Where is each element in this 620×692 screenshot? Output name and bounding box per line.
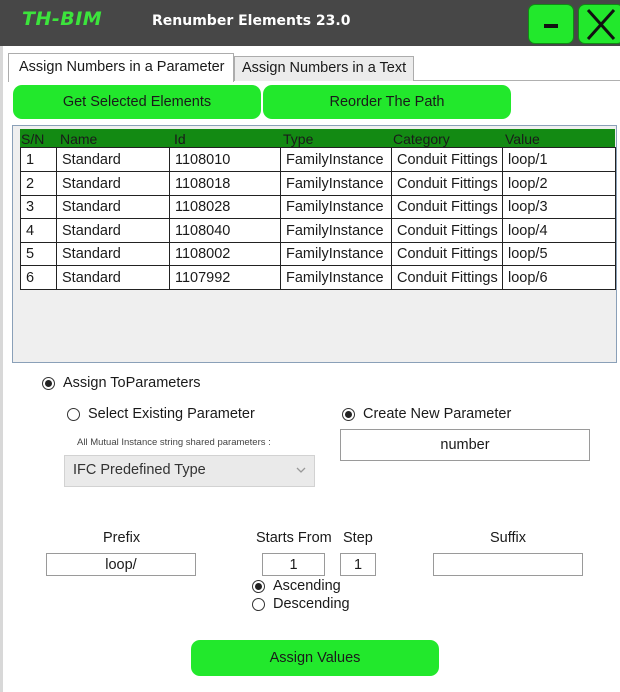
- cell-sn: 5: [21, 242, 57, 265]
- select-existing-parameter-label: Select Existing Parameter: [88, 406, 255, 422]
- cell-category: Conduit Fittings: [392, 266, 503, 289]
- assign-to-parameters-label: Assign ToParameters: [63, 375, 201, 391]
- minimize-button[interactable]: [528, 4, 574, 44]
- cell-value: loop/1: [508, 152, 548, 168]
- cell-sn: 6: [21, 266, 57, 289]
- cell-category: Conduit Fittings: [392, 195, 503, 218]
- suffix-label: Suffix: [490, 530, 527, 546]
- existing-parameter-dropdown[interactable]: [64, 455, 315, 487]
- window-title: Renumber Elements 23.0: [152, 13, 351, 29]
- step-label: Step: [343, 530, 373, 546]
- cell-sn: 2: [21, 172, 57, 195]
- cell-id: 1108018: [170, 172, 281, 195]
- cell-name: Standard: [57, 219, 170, 242]
- cell-sn: 1: [21, 148, 57, 171]
- column-header-id[interactable]: Id: [174, 131, 186, 147]
- cell-id: 1108010: [170, 148, 281, 171]
- column-header-type[interactable]: Type: [283, 131, 314, 147]
- cell-category: Conduit Fittings: [392, 242, 503, 265]
- window-left-edge: [0, 46, 3, 692]
- cell-name: Standard: [57, 242, 170, 265]
- table-body: [20, 147, 616, 290]
- cell-id: 1108040: [170, 219, 281, 242]
- tab-assign-text[interactable]: Assign Numbers in a Text: [234, 56, 414, 81]
- prefix-input[interactable]: loop/: [46, 553, 196, 576]
- minimize-icon: [529, 5, 575, 45]
- column-header-value[interactable]: Value: [505, 131, 540, 147]
- column-header-sn[interactable]: S/N: [21, 131, 45, 147]
- elements-table[interactable]: [12, 125, 617, 363]
- cell-type: FamilyInstance: [281, 148, 392, 171]
- title-bar: [0, 0, 620, 46]
- cell-sn: 3: [21, 195, 57, 218]
- select-existing-parameter-radio[interactable]: [67, 408, 80, 421]
- cell-value: loop/6: [508, 269, 548, 286]
- table-row[interactable]: [21, 172, 615, 196]
- cell-type: FamilyInstance: [281, 219, 392, 242]
- cell-category: Conduit Fittings: [392, 148, 503, 171]
- descending-label: Descending: [273, 596, 350, 612]
- cell-type: FamilyInstance: [281, 172, 392, 195]
- close-button[interactable]: [578, 4, 620, 44]
- create-new-parameter-label: Create New Parameter: [363, 406, 512, 422]
- assign-to-parameters-radio[interactable]: [42, 377, 55, 390]
- table-row[interactable]: [21, 148, 615, 172]
- ascending-radio[interactable]: [252, 580, 265, 593]
- table-row[interactable]: [21, 266, 615, 290]
- shared-parameters-note: All Mutual Instance string shared parameters :: [77, 437, 271, 448]
- table-row[interactable]: [21, 242, 615, 266]
- new-parameter-input[interactable]: number: [340, 429, 590, 461]
- reorder-path-button[interactable]: Reorder The Path: [263, 85, 511, 119]
- cell-name: Standard: [57, 148, 170, 171]
- cell-category: Conduit Fittings: [392, 219, 503, 242]
- chevron-down-icon: [296, 467, 306, 474]
- prefix-label: Prefix: [103, 530, 141, 546]
- starts-from-label: Starts From: [256, 530, 332, 546]
- cell-value: loop/3: [508, 199, 548, 215]
- close-icon: [579, 5, 620, 45]
- assign-values-button[interactable]: Assign Values: [191, 640, 439, 676]
- existing-parameter-selected: IFC Predefined Type: [73, 462, 206, 478]
- table-row[interactable]: [21, 219, 615, 243]
- cell-name: Standard: [57, 172, 170, 195]
- column-header-category[interactable]: Category: [393, 131, 450, 147]
- descending-radio[interactable]: [252, 598, 265, 611]
- cell-value: loop/5: [508, 246, 548, 262]
- brand-logo: TH-BIM: [22, 8, 103, 30]
- cell-id: 1108002: [170, 242, 281, 265]
- suffix-input[interactable]: [433, 553, 583, 576]
- cell-value: loop/2: [508, 175, 548, 192]
- column-header-name[interactable]: Name: [60, 131, 98, 147]
- cell-sn: 4: [21, 219, 57, 242]
- create-new-parameter-radio[interactable]: [342, 408, 355, 421]
- cell-category: Conduit Fittings: [392, 172, 503, 195]
- step-input[interactable]: 1: [340, 553, 376, 576]
- starts-from-input[interactable]: 1: [262, 553, 325, 576]
- cell-id: 1107992: [170, 266, 281, 289]
- cell-type: FamilyInstance: [281, 242, 392, 265]
- table-row[interactable]: [21, 195, 615, 219]
- cell-type: FamilyInstance: [281, 195, 392, 218]
- ascending-label: Ascending: [273, 578, 341, 594]
- tab-assign-parameter[interactable]: Assign Numbers in a Parameter: [8, 53, 234, 82]
- cell-name: Standard: [57, 195, 170, 218]
- cell-name: Standard: [57, 266, 170, 289]
- cell-value: loop/4: [508, 222, 548, 239]
- cell-type: FamilyInstance: [281, 266, 392, 289]
- cell-id: 1108028: [170, 195, 281, 218]
- get-selected-elements-button[interactable]: Get Selected Elements: [13, 85, 261, 119]
